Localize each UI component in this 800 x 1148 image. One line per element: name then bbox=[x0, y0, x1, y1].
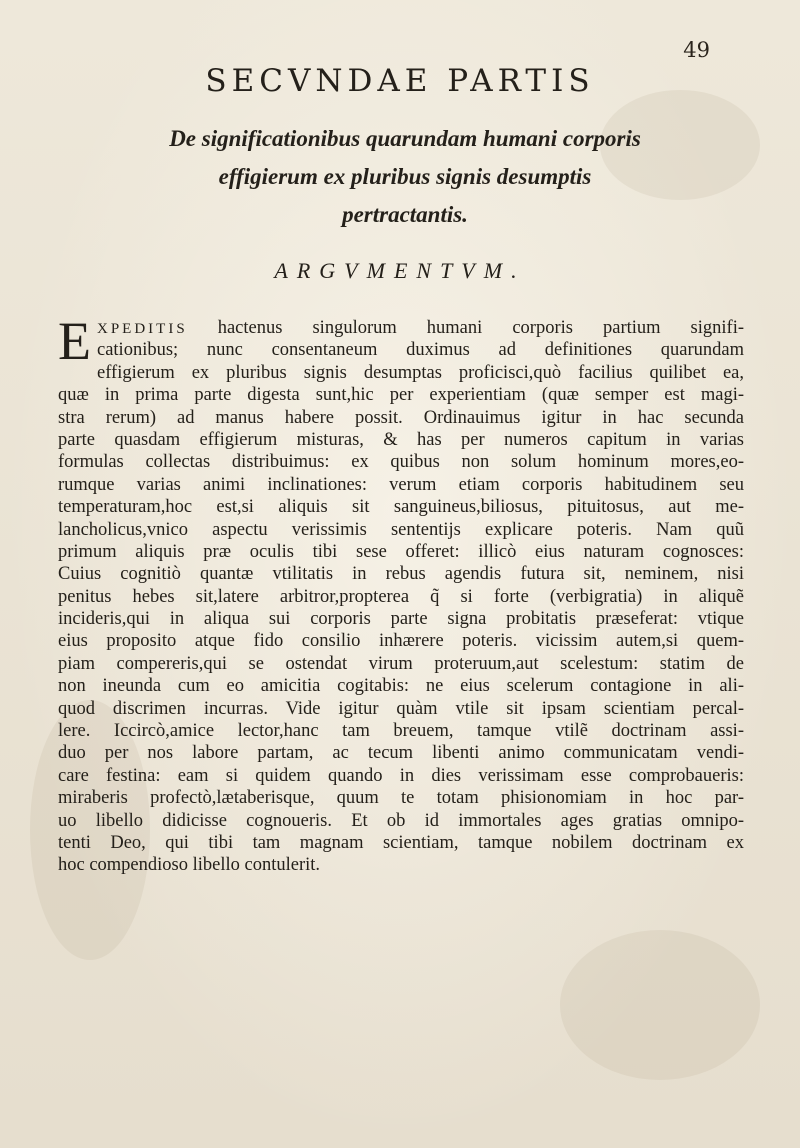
first-word-caps: XPEDITIS bbox=[97, 321, 188, 337]
page-number: 49 bbox=[683, 38, 710, 62]
text-line: incideris,qui in aliqua sui corporis parte signa probitatis præseferat: vtique bbox=[58, 609, 744, 630]
text-line: miraberis profectò,lætaberisque, quum te totam phisionomiam in hoc par- bbox=[58, 788, 744, 809]
subtitle-line: De significationibus quarundam humani corporis bbox=[169, 126, 641, 151]
subtitle-line: effigierum ex pluribus signis desumptis bbox=[218, 164, 592, 189]
subtitle-line: pertractantis. bbox=[342, 202, 468, 227]
text-line: uo libello didicisse cognoueris. Et ob id immortales ages gratias omnipo- bbox=[58, 810, 744, 831]
text-line: quod discrimen incurras. Vide igitur quàm vtile sit ipsam scientiam percal- bbox=[58, 698, 744, 719]
text-line: eius proposito atque fido consilio inhærere poteris. vicissim autem,si quem- bbox=[58, 631, 744, 652]
text-line: temperaturam,hoc est,si aliquis sit sanguineus,biliosus, pituitosus, aut me- bbox=[58, 497, 744, 518]
drop-cap: E bbox=[58, 311, 91, 371]
text-line: penitus hebes sit,latere arbitror,propterea q̃ si forte (verbigratia) in aliquẽ bbox=[58, 586, 744, 607]
text-line: duo per nos labore partam, ac tecum libenti animo communicatam vendi- bbox=[58, 743, 744, 764]
text-line: formulas collectas distribuimus: ex quibus non solum hominum mores,eo- bbox=[58, 452, 744, 473]
text-line bbox=[58, 317, 744, 339]
text-line: Cuius cognitiò quantæ vtilitatis in rebus agendis futura sit, neminem, nisi bbox=[58, 564, 744, 585]
text-line: parte quasdam effigierum misturas, & has per numeros capitum in varias bbox=[58, 429, 744, 450]
text-line: hoc compendioso libello contulerit. bbox=[58, 855, 321, 876]
argumentum-heading: ARGVMENTVM. bbox=[274, 258, 526, 283]
text-line: care festina: eam si quidem quando in dies verissimam esse comprobaueris: bbox=[58, 765, 744, 786]
text-line: rumque varias animi inclinationes: verum etiam corporis habitudinem seu bbox=[58, 474, 744, 495]
text-line-content: hactenus singulorum humani corporis partium signifi- bbox=[217, 318, 744, 338]
text-line: lancholicus,vnico aspectu verissimis sententijs explicare poteris. Nam quũ bbox=[58, 519, 744, 540]
text-line: piam compereris,qui se ostendat virum proteruum,aut scelestum: statim de bbox=[58, 653, 744, 674]
text-line: tenti Deo, qui tibi tam magnam scientiam, tamque nobilem doctrinam ex bbox=[58, 832, 744, 853]
text-line: primum aliquis præ oculis tibi sese offeret: illicò eius naturam cognosces: bbox=[58, 541, 744, 562]
section-subtitle bbox=[40, 120, 770, 234]
text-line: cationibus; nunc consentaneum duximus ad definitiones quarundam bbox=[97, 340, 744, 361]
text-line: stra rerum) ad manus habere possit. Ordinauimus igitur in hac secunda bbox=[58, 407, 744, 428]
part-title: SECVNDAE PARTIS bbox=[205, 63, 595, 99]
body-paragraph bbox=[58, 311, 744, 877]
text-line: non ineunda cum eo amicitia cogitabis: ne eius scelerum contagione in ali- bbox=[58, 676, 744, 697]
text-line: effigierum ex pluribus signis desumptas proficisci,quò facilius quilibet ea, bbox=[97, 362, 744, 383]
text-line: lere. Iccircò,amice lector,hanc tam breuem, tamque vtilẽ doctrinam assi- bbox=[58, 721, 744, 742]
paper-stain bbox=[560, 930, 760, 1080]
text-line: quæ in prima parte digesta sunt,hic per experientiam (quæ semper est magi- bbox=[58, 385, 744, 406]
